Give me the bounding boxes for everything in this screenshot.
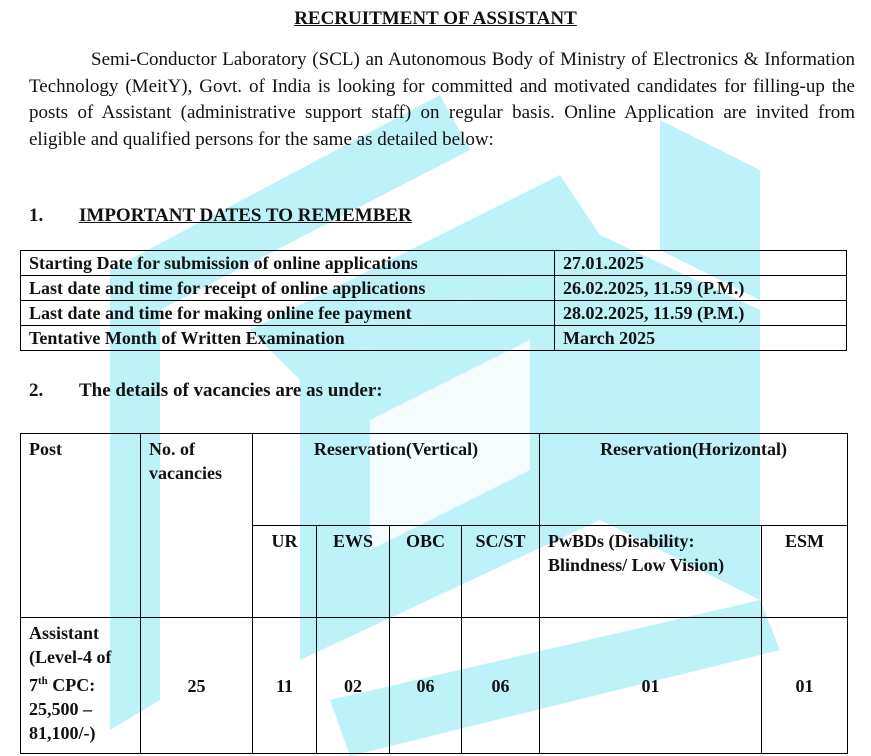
page-title: RECRUITMENT OF ASSISTANT — [294, 8, 577, 29]
date-label: Last date and time for making online fee payment — [21, 301, 555, 326]
table-row — [21, 276, 847, 301]
section-2-number: 2. — [29, 380, 44, 401]
section-1-number: 1. — [29, 205, 44, 226]
date-label: Starting Date for submission of online applications — [21, 251, 555, 276]
cell-obc: 06 — [390, 618, 462, 754]
header-scst: SC/ST — [462, 526, 540, 618]
header-post: Post — [21, 434, 141, 618]
date-label: Last date and time for receipt of online applications — [21, 276, 555, 301]
header-vacancies: No. of vacancies — [141, 434, 253, 618]
table-row — [21, 251, 847, 276]
section-2-heading — [29, 380, 383, 402]
header-obc: OBC — [390, 526, 462, 618]
cell-post — [21, 618, 141, 754]
table-row — [21, 618, 848, 754]
section-2-title: The details of vacancies are as under: — [79, 380, 383, 401]
cell-vacancies: 25 — [141, 618, 253, 754]
date-value: 26.02.2025, 11.59 (P.M.) — [555, 276, 847, 301]
table-header-row — [21, 434, 848, 526]
post-text-2: CPC: 25,500 – 81,100/-) — [29, 675, 96, 743]
section-1-heading — [29, 205, 412, 227]
header-pwbd: PwBDs (Disability: Blindness/ Low Vision) — [540, 526, 762, 618]
date-value: 28.02.2025, 11.59 (P.M.) — [555, 301, 847, 326]
header-esm: ESM — [762, 526, 848, 618]
cell-ur: 11 — [253, 618, 317, 754]
table-row — [21, 301, 847, 326]
header-ur: UR — [253, 526, 317, 618]
cell-esm: 01 — [762, 618, 848, 754]
section-1-title: IMPORTANT DATES TO REMEMBER — [79, 205, 412, 226]
cell-ews: 02 — [317, 618, 390, 754]
date-label: Tentative Month of Written Examination — [21, 326, 555, 351]
post-superscript: th — [38, 675, 48, 687]
important-dates-table — [20, 250, 847, 351]
date-value: March 2025 — [555, 326, 847, 351]
intro-paragraph: Semi-Conductor Laboratory (SCL) an Autonomous Body of Ministry of Electronics & Information Technology (MeitY), Govt. of India is looking for committed and motivated candidates for filling-up the posts of Assistant (administrative support staff) on regular basis. Online Application are invited from eligible and qualified persons for the same as detailed below: — [29, 49, 855, 150]
cell-scst: 06 — [462, 618, 540, 754]
header-ews: EWS — [317, 526, 390, 618]
post-text-1: Assistant (Level-4 of 7 — [29, 623, 112, 695]
table-row — [21, 326, 847, 351]
vacancy-table — [20, 433, 848, 754]
cell-pwbd: 01 — [540, 618, 762, 754]
header-reservation-horizontal: Reservation(Horizontal) — [540, 434, 848, 526]
header-reservation-vertical: Reservation(Vertical) — [253, 434, 540, 526]
date-value: 27.01.2025 — [555, 251, 847, 276]
